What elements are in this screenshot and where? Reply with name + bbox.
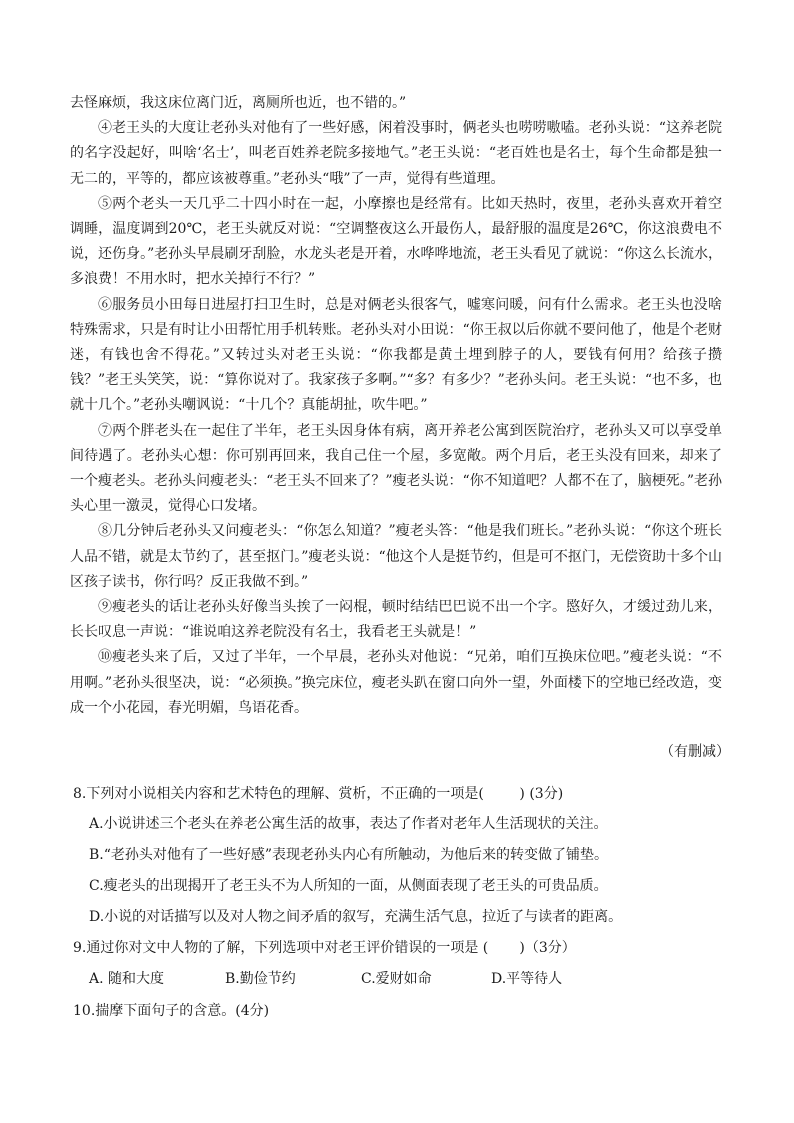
question-8-stem: 8.下列对小说相关内容和艺术特色的理解、赏析，不正确的一项是( ) (3分) [73,786,564,802]
questions [73,779,733,1026]
story-text [70,91,722,721]
question-9 [73,933,733,996]
story-paragraph-0: 去怪麻烦，我这床位离门近，离厕所也近，也不错的。” [70,95,407,111]
story-paragraph-4: ④老王头的大度让老孙头对他有了一些好感，闲着没事时，俩老头也唠唠嗷嗑。老孙头说：“这养老院的名字没起好，叫啥‘名士’，叫老百姓养老院多接地气。”老王头说：“老百姓也是名士，每个生命都是独一无二的，平等的，都应该被尊重。”老孙头“哦”了一声，觉得有些道理。 [70,120,722,187]
question-8-option-b: B.“老孙头对他有了一些好感”表现老孙头内心有所触动，为他后来的转变做了铺垫。 [89,847,609,863]
question-9-options [73,963,733,996]
question-10-stem: 10.揣摩下面句子的含意。(4分) [73,1003,270,1019]
question-8-option-a: A.小说讲述三个老头在养老公寓生活的故事，表达了作者对老年人生活现状的关注。 [89,816,608,832]
question-10 [73,996,733,1026]
story-paragraph-6: ⑥服务员小田每日进屋打扫卫生时，总是对俩老头很客气，嘘寒问暖，问有什么需求。老王头也没啥特殊需求，只是有时让小田帮忙用手机转账。老孙头对小田说：“你王叔以后你就不要问他了，他是个老财迷，有钱也舍不得花。”又转过头对老王头说：“你我都是黄土埋到脖子的人，要钱有何用？给孩子攒钱？”老王头笑笑，说：“算你说对了。我家孩子多啊。”“多？有多少？”老孙头问。老王头说：“也不多，也就十几个。”老孙头嘲讽说：“十几个？真能胡扯，吹牛吧。” [70,296,722,414]
story-paragraph-10: ⑩瘦老头来了后，又过了半年，一个早晨，老孙头对他说：“兄弟，咱们互换床位吧。”瘦老头说：“不用啊。”老孙头很坚决，说：“必须换。”换完床位，瘦老头趴在窗口向外一望，外面楼下的空地已经改造，变成一个小花园，春光明媚，鸟语花香。 [70,649,722,716]
story-paragraph-7: ⑦两个胖老头在一起住了半年，老王头因身体有病，离开养老公寓到医院治疗，老孙头又可以享受单间待遇了。老孙头心想：你可别再回来，我自己住一个屋，多宽敞。两个月后，老王头没有回来，却来了一个瘦老头。老孙头问瘦老头：“老王头不回来了？”瘦老头说：“你不知道吧？人都不在了，脑梗死。”老孙头心里一激灵，觉得心口发堵。 [70,422,722,515]
question-8-option-d: D.小说的对话描写以及对人物之间矛盾的叙写，充满生活气息，拉近了与读者的距离。 [89,909,623,925]
story-paragraph-5: ⑤两个老头一天几乎二十四小时在一起，小摩擦也是经常有。比如天热时，夜里，老孙头喜欢开着空调睡，温度调到20℃，老王头就反对说：“空调整夜这么开最伤人，最舒服的温度是26℃，你这浪费电不说，还伤身。”老孙头早晨刷牙刮脸，水龙头老是开着，水哗哗地流，老王头看见了就说：“你这么长流水，多浪费！不用水时，把水关掉行不行？” [70,195,722,288]
question-9-option-d: D.平等待人 [491,971,563,987]
question-8 [73,779,733,933]
story-paragraph-8: ⑧几分钟后老孙头又问瘦老头：“你怎么知道？”瘦老头答：“他是我们班长。”老孙头说：“你这个班长人品不错，就是太节约了，甚至抠门。”瘦老头说：“他这个人是挺节约，但是可不抠门，无偿资助十多个山区孩子读书，你行吗？反正我做不到。” [70,523,722,590]
question-9-stem: 9.通过你对文中人物的了解，下列选项中对老王评价错误的一项是 ( )（3分） [73,940,576,956]
source-note: （有删减） [660,744,730,760]
question-9-option-c: C.爱财如命 [361,971,432,987]
question-9-option-a: A. 随和大度 [89,971,165,987]
story-paragraph-9: ⑨瘦老头的话让老孙头好像当头挨了一闷棍，顿时结结巴巴说不出一个字。愍好久，才缓过劲儿来，长长叹息一声说：“谁说咱这养老院没有名士，我看老王头就是！” [70,599,722,641]
question-8-option-c: C.瘦老头的出现揭开了老王头不为人所知的一面，从侧面表现了老王头的可贵品质。 [89,878,608,894]
question-9-option-b: B.勤俭节约 [225,971,296,987]
